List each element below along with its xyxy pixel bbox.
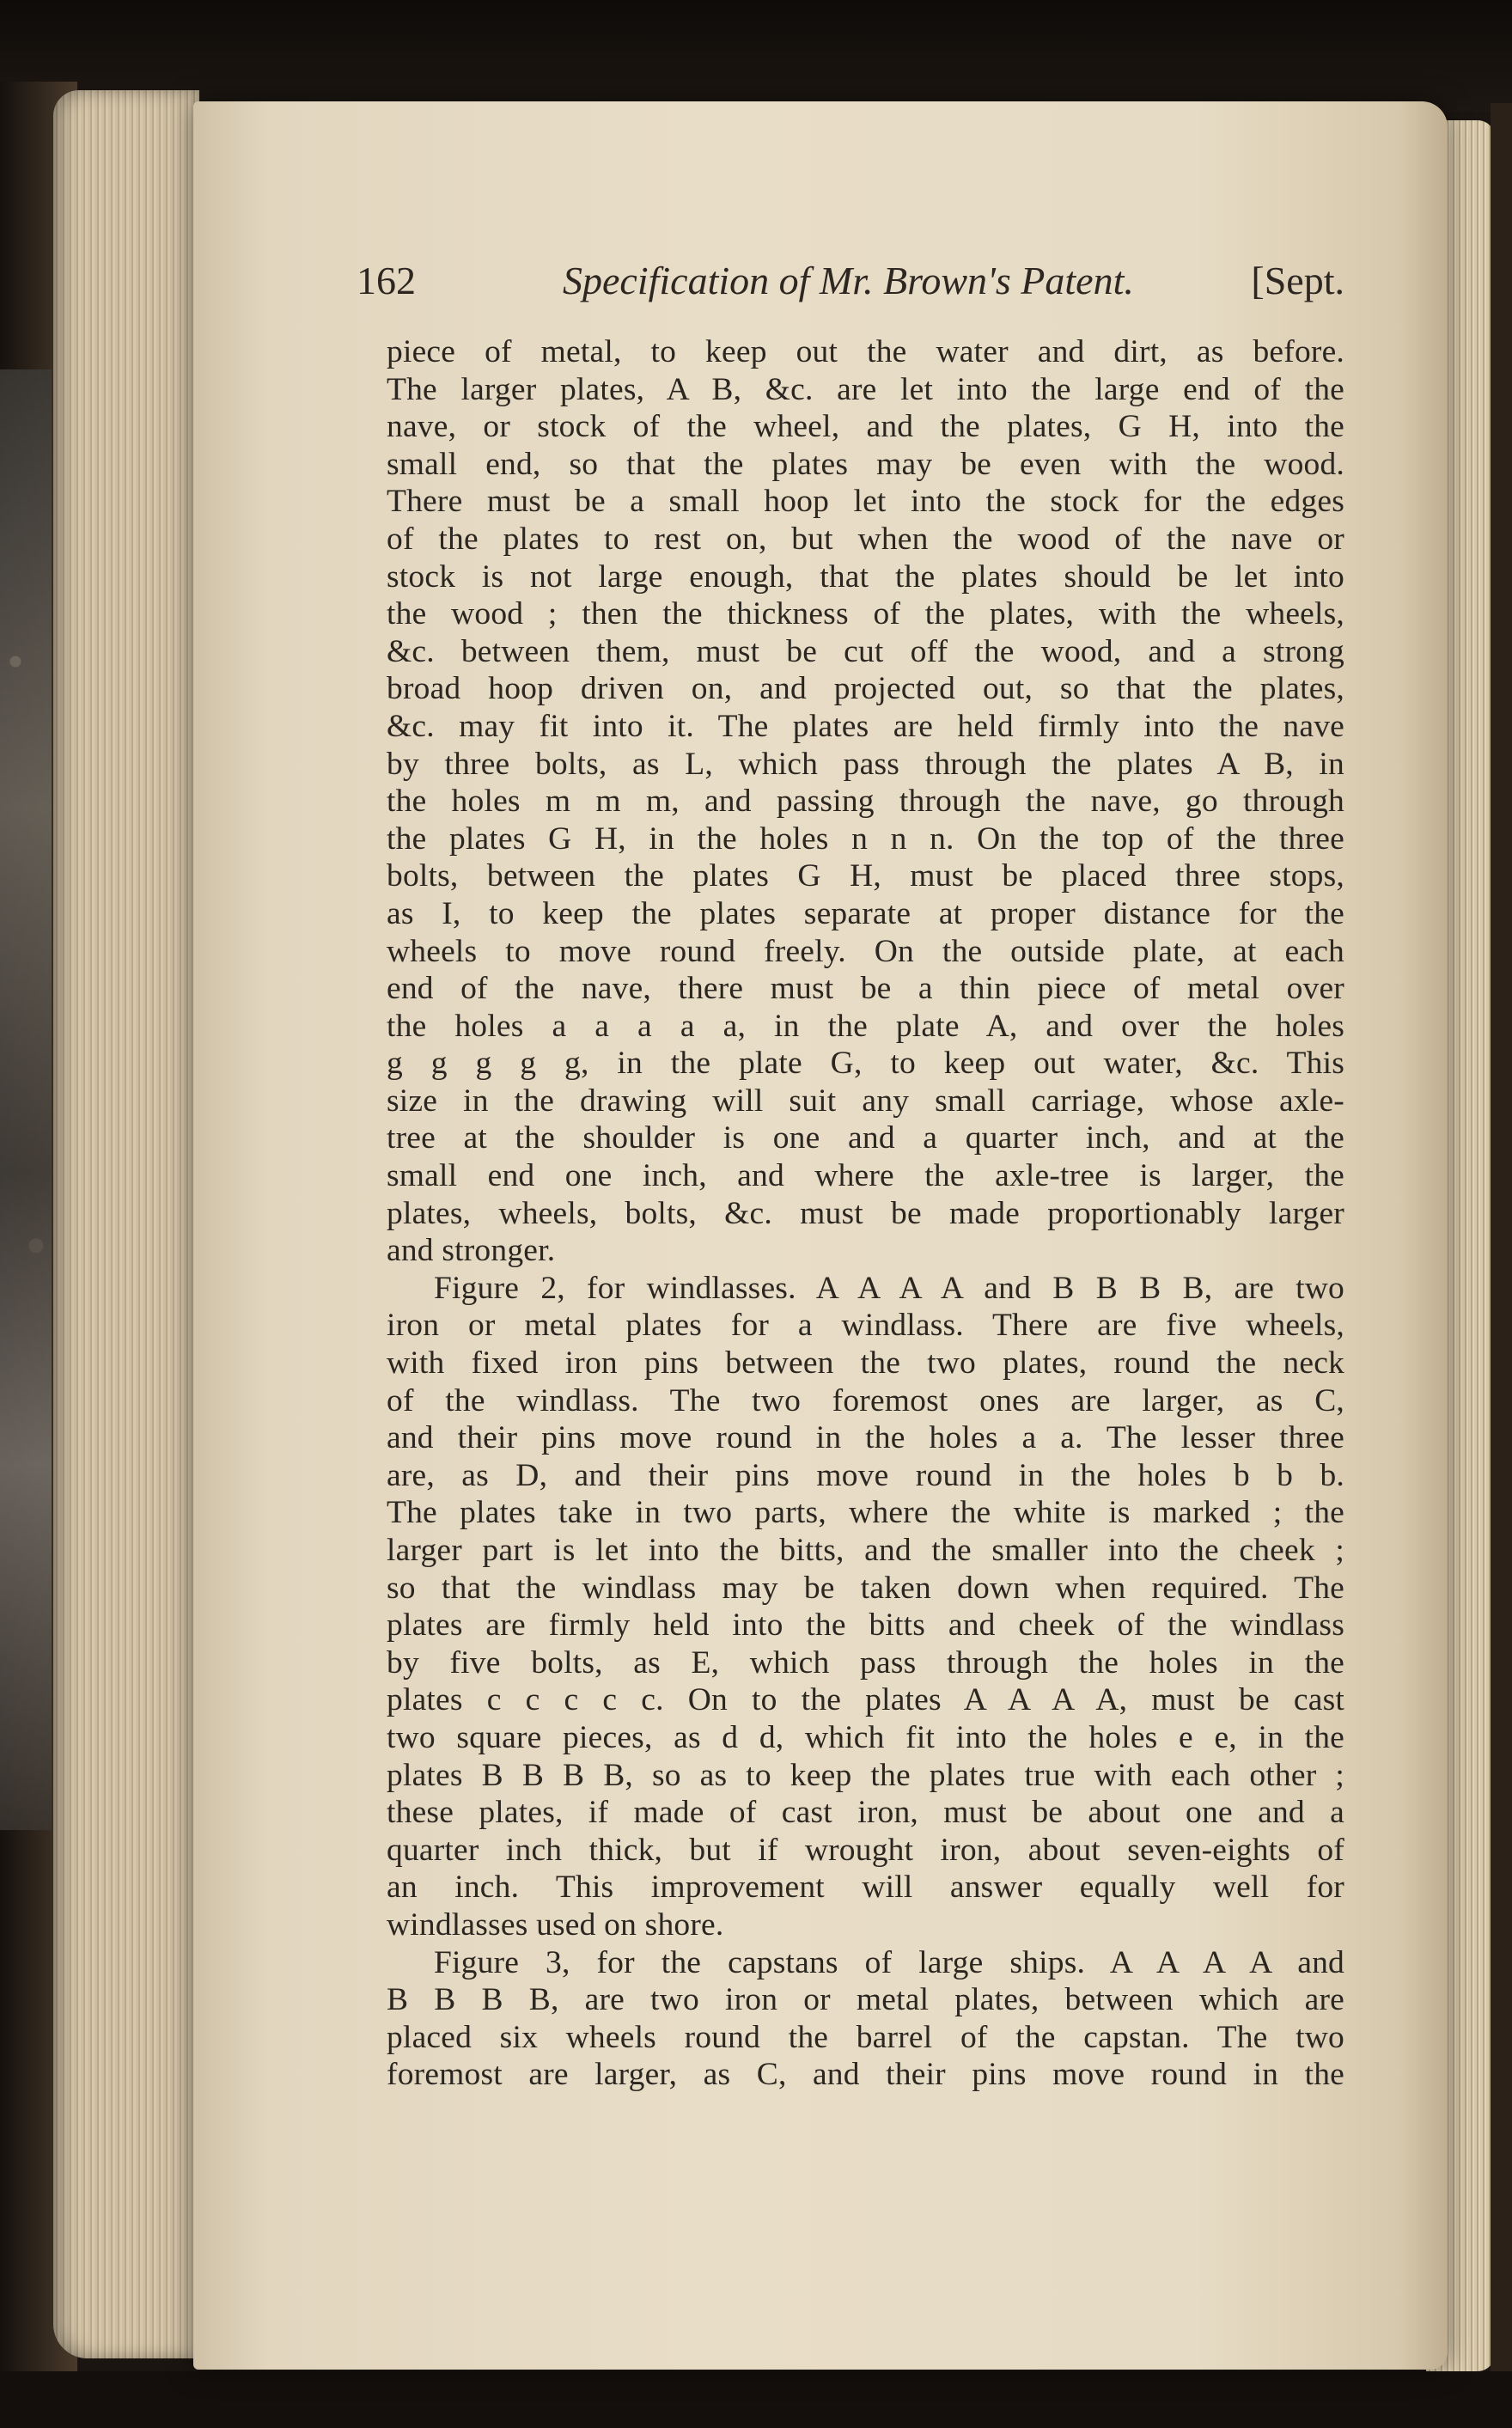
text-line: of the windlass. The two foremost ones are larger, as C, xyxy=(387,1382,1344,1418)
text-line: plates are firmly held into the bitts and cheek of the windlass xyxy=(387,1607,1344,1644)
text-line: and stronger. xyxy=(387,1233,556,1269)
text-line: the holes a a a a a, in the plate A, and over the holes xyxy=(387,1008,1344,1044)
page-edges-left xyxy=(53,90,199,2358)
text-line: B B B B, are two iron or metal plates, between which are xyxy=(387,1982,1344,2018)
text-line: plates, wheels, bolts, &c. must be made proportionably larger xyxy=(387,1195,1344,1231)
text-line: larger part is let into the bitts, and the smaller into the cheek ; xyxy=(387,1533,1344,1568)
text-line: small end, so that the plates may be even with the wood. xyxy=(387,446,1344,482)
text-line: small end one inch, and where the axle-tree is larger, the xyxy=(387,1158,1344,1194)
text-line: are, as D, and their pins move round in the holes b b b. xyxy=(387,1457,1344,1493)
text-line: stock is not large enough, that the plates should be let into xyxy=(387,558,1344,595)
text-line: foremost are larger, as C, and their pins move round in the xyxy=(387,2057,1344,2093)
page-header xyxy=(357,258,1344,309)
text-line: The larger plates, A B, &c. are let into the large end of the xyxy=(387,371,1344,407)
text-line: end of the nave, there must be a thin piece of metal over xyxy=(387,971,1344,1007)
text-line: &c. may fit into it. The plates are held firmly into the nave xyxy=(387,708,1344,744)
text-line: an inch. This improvement will answer equally well for xyxy=(387,1870,1344,1906)
backdrop-top xyxy=(0,0,1512,112)
text-line: by five bolts, as E, which pass through the holes in the xyxy=(387,1644,1344,1681)
text-line: two square pieces, as d d, which fit into the holes e e, in the xyxy=(387,1719,1344,1755)
body-text xyxy=(387,333,1344,2094)
text-line: with fixed iron pins between the two plates, round the neck xyxy=(387,1345,1344,1382)
text-line: tree at the shoulder is one and a quarter inch, and at the xyxy=(387,1120,1344,1156)
text-line: and their pins move round in the holes a a. The lesser three xyxy=(387,1420,1344,1456)
text-line: broad hoop driven on, and projected out, so that the plates, xyxy=(387,671,1344,707)
text-line: so that the windlass may be taken down when required. The xyxy=(387,1570,1344,1606)
text-line: these plates, if made of cast iron, must be about one and a xyxy=(387,1795,1344,1831)
text-line: quarter inch thick, but if wrought iron, about seven-eights of xyxy=(387,1832,1344,1868)
text-line: nave, or stock of the wheel, and the plates, G H, into the xyxy=(387,409,1344,445)
text-line: by three bolts, as L, which pass through the plates A B, in xyxy=(387,746,1344,782)
running-title: Specification of Mr. Brown's Patent. xyxy=(563,259,1134,302)
book-cover-right xyxy=(1491,103,1512,2428)
text-line: bolts, between the plates G H, must be placed three stops, xyxy=(387,858,1344,894)
text-line: the wood ; then the thickness of the plates, with the wheels, xyxy=(387,596,1344,632)
text-line: of the plates to rest on, but when the wood of the nave or xyxy=(387,521,1344,557)
text-line: There must be a small hoop let into the stock for the edges xyxy=(387,484,1344,520)
backdrop-bottom xyxy=(0,2371,1512,2428)
text-line: The plates take in two parts, where the white is marked ; the xyxy=(387,1495,1344,1531)
text-line: plates c c c c c. On to the plates A A A A, must be cast xyxy=(387,1682,1344,1718)
text-line: the holes m m m, and passing through the nave, go through xyxy=(387,784,1344,820)
text-line: the plates G H, in the holes n n n. On the top of the three xyxy=(387,821,1344,857)
text-line: size in the drawing will suit any small carriage, whose axle- xyxy=(387,1083,1344,1119)
text-line: placed six wheels round the barrel of the capstan. The two xyxy=(387,2019,1344,2055)
running-date: [Sept. xyxy=(1251,259,1344,302)
paragraph-start-line: Figure 3, for the capstans of large ships. A A A A and xyxy=(434,1944,1344,1980)
paragraph-start-line: Figure 2, for windlasses. A A A A and B B B B, are two xyxy=(434,1270,1344,1306)
text-line: plates B B B B, so as to keep the plates true with each other ; xyxy=(387,1757,1344,1793)
text-line: as I, to keep the plates separate at proper distance for the xyxy=(387,895,1344,931)
text-line: &c. between them, must be cut off the wood, and a strong xyxy=(387,633,1344,669)
marbled-board xyxy=(0,369,52,1830)
text-line: g g g g g, in the plate G, to keep out water, &c. This xyxy=(387,1046,1344,1082)
page-number: 162 xyxy=(357,259,416,302)
text-line: piece of metal, to keep out the water and dirt, as before. xyxy=(387,334,1344,369)
text-line: windlasses used on shore. xyxy=(387,1906,724,1943)
text-line: wheels to move round freely. On the outside plate, at each xyxy=(387,933,1344,969)
text-line: iron or metal plates for a windlass. There are five wheels, xyxy=(387,1308,1344,1344)
